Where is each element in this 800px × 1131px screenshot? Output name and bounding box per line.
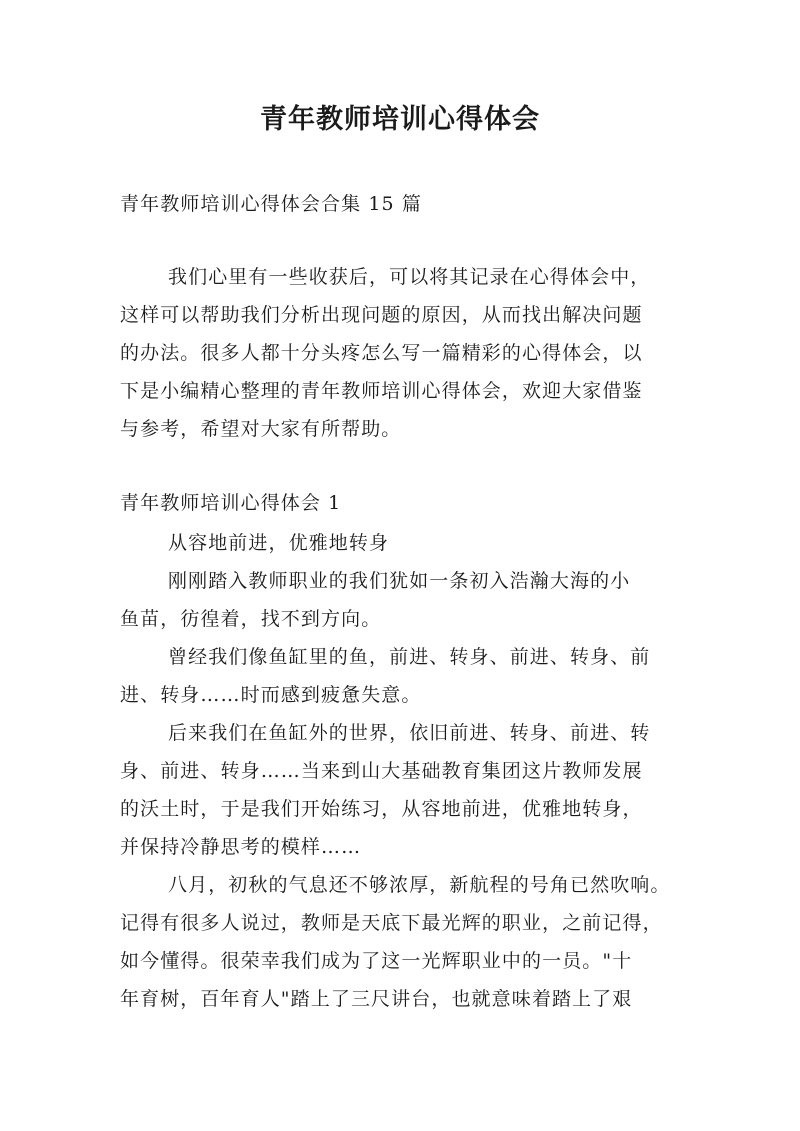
body-paragraphs: [120, 524, 680, 1018]
intro-line: 我们心里有一些收获后，可以将其记录在心得体会中，: [168, 266, 651, 288]
page-title: 青年教师培训心得体会: [260, 104, 540, 135]
body-line: 如今懂得。很荣幸我们成为了这一光辉职业中的一员。"十: [120, 950, 633, 972]
body-line: 后来我们在鱼缸外的世界，依旧前进、转身、前进、转: [168, 722, 651, 744]
document-subtitle: [120, 185, 680, 223]
body-line: 八月，初秋的气息还不够浓厚，新航程的号角已然吹响。: [168, 874, 671, 896]
body-line: 进、转身……时而感到疲惫失意。: [120, 684, 422, 706]
intro-paragraph: [120, 258, 680, 448]
body-line: 记得有很多人说过，教师是天底下最光辉的职业，之前记得，: [120, 912, 663, 934]
intro-line: 这样可以帮助我们分析出现问题的原因，从而找出解决问题: [120, 304, 643, 326]
body-line: 年育树，百年育人"踏上了三尺讲台，也就意味着踏上了艰: [120, 988, 633, 1010]
body-line: 刚刚踏入教师职业的我们犹如一条初入浩瀚大海的小: [168, 570, 631, 592]
subtitle-line: 青年教师培训心得体会合集 15 篇: [120, 193, 422, 215]
body-line: 鱼苗，彷徨着，找不到方向。: [120, 608, 382, 630]
body-line: 曾经我们像鱼缸里的鱼，前进、转身、前进、转身、前: [168, 646, 651, 668]
body-line: 身、前进、转身……当来到山大基础教育集团这片教师发展: [120, 760, 643, 782]
section-heading: [120, 484, 680, 522]
intro-line: 的办法。很多人都十分头疼怎么写一篇精彩的心得体会，以: [120, 342, 643, 364]
body-line: 从容地前进，优雅地转身: [168, 532, 390, 554]
section-heading-text: 青年教师培训心得体会 1: [120, 492, 342, 514]
body-line: 的沃土时，于是我们开始练习，从容地前进，优雅地转身，: [120, 798, 643, 820]
intro-line: 下是小编精心整理的青年教师培训心得体会，欢迎大家借鉴: [120, 380, 643, 402]
intro-line: 与参考，希望对大家有所帮助。: [120, 418, 402, 440]
body-line: 并保持冷静思考的模样……: [120, 836, 362, 858]
